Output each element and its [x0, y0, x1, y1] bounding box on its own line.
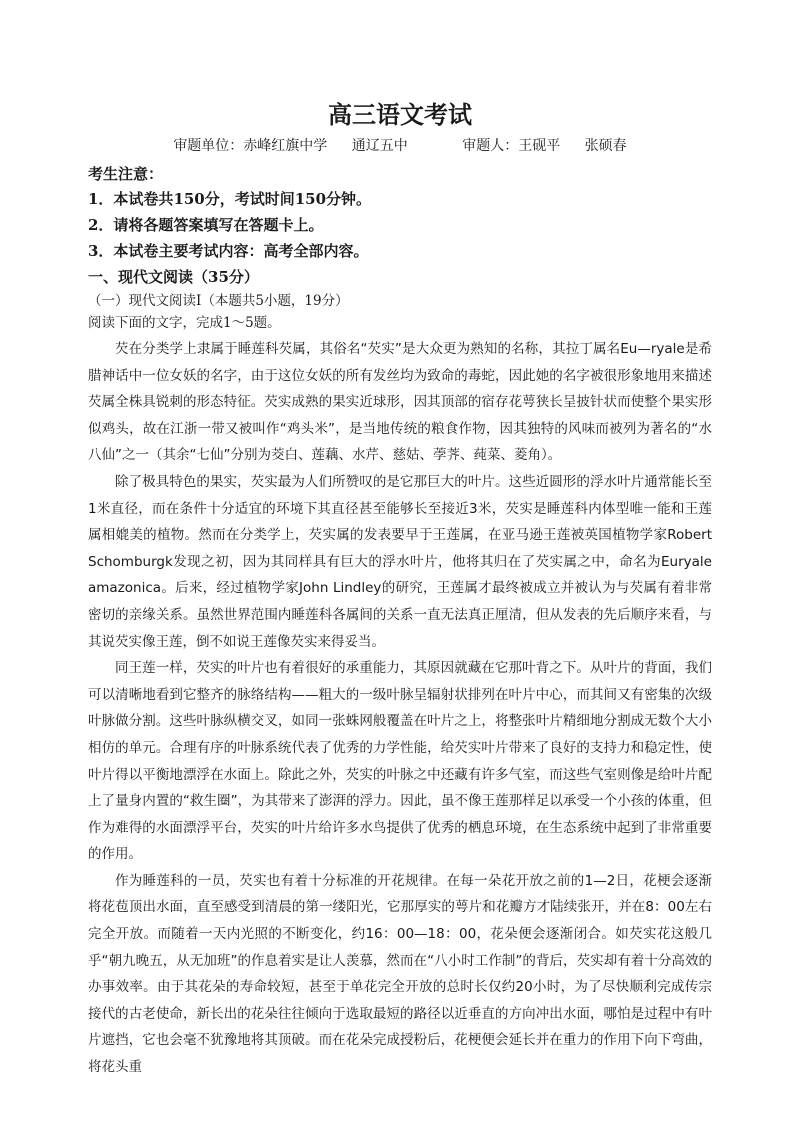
passage-paragraph-4: 作为睡莲科的一员，芡实也有着十分标准的开花规律。在每一朵花开放之前的1—2日，花梗会逐渐将花苞顶出水面，直至感受到清晨的第一缕阳光，它那厚实的萼片和花瓣方才陆续张开，并在8：00左右完全开放。而随着一天内光照的不断变化，约16：00—18：00，花朵便会逐渐闭合。如芡实花这般几乎“朝九晚五，从无加班”的作息着实是让人羡慕，然而在“八小时工作制”的背后，芡实却有着十分高效的办事效率。由于其花朵的寿命较短，甚至于单花完全开放的总时长仅约20小时，为了尽快顺利完成传宗接代的古老使命，新长出的花朵往往倾向于选取最短的路径以近垂直的方向冲出水面，哪怕是过程中有叶片遮挡，它也会毫不犹豫地将其顶破。而在花朵完成授粉后，花梗便会延长并在重力的作用下向下弯曲，将花头重 [88, 872, 712, 1076]
passage-paragraph-3: 同王莲一样，芡实的叶片也有着很好的承重能力，其原因就藏在它那叶背之下。从叶片的背面，我们可以清晰地看到它整齐的脉络结构——粗大的一级叶脉呈辐射状排列在叶片中心，而其间又有密集的次级叶脉做分割。这些叶脉纵横交叉，如同一张蛛网般覆盖在叶片之上，将整张叶片精细地分割成无数个大小相仿的单元。合理有序的叶脉系统代表了优秀的力学性能，给芡实叶片带来了良好的支持力和稳定性，使叶片得以平衡地漂浮在水面上。除此之外，芡实的叶脉之中还藏有许多气室，而这些气室则像是给叶片配上了量身内置的“救生圈”，为其带来了澎湃的浮力。因此，虽不像王莲那样足以承受一个小孩的体重，但作为难得的水面漂浮平台，芡实的叶片给许多水鸟提供了优秀的栖息环境，在生态系统中起到了非常重要的作用。 [88, 660, 712, 863]
reviewer-1: 王砚平 [518, 138, 561, 154]
passage-paragraph-2: 除了极具特色的果实，芡实最为人们所赞叹的是它那巨大的叶片。这些近圆形的浮水叶片通常能长至1米直径，而在条件十分适宜的环境下其直径甚至能够长至接近3米，芡实是睡莲科内体型唯一能和王莲属相媲美的植物。然而在分类学上，芡实属的发表要早于王莲属，在亚马逊王莲被英国植物学家Robert Schomburgk发现之初，因为其同样具有巨大的浮水叶片，他将其归在了芡实属之中，命名为Euryale amazonica。后来，经过植物学家John Lindley的研究，王莲属才最终被成立并被认为与芡属有着非常密切的亲缘关系。虽然世界范围内睡莲科各属间的关系一直无法真正厘清，但从发表的先后顺序来看，与其说芡实像王莲，倒不如说王莲像芡实来得妥当。 [88, 473, 712, 650]
exam-title: 高三语文考试 [328, 100, 472, 129]
exam-meta [88, 136, 712, 156]
notice-item-1: 1．本试卷共150分，考试时间150分钟。 [88, 190, 372, 208]
section-title: 一、现代文阅读（35分） [88, 268, 259, 286]
review-unit-label: 审题单位： [173, 138, 244, 154]
notice-heading: 考生注意： [88, 165, 164, 183]
passage-paragraph-1: 芡在分类学上隶属于睡莲科芡属，其俗名“芡实”是大众更为熟知的名称，其拉丁属名Eu—ryale是希腊神话中一位女妖的名字，由于这位女妖的所有发丝均为致命的毒蛇，因此她的名字被很形象地用来描述芡属全株具锐刺的形态特征。芡实成熟的果实近球形，因其顶部的宿存花萼狭长呈披针状而使整个果实形似鸡头，故在江浙一带又被叫作“鸡头米”，是当地传统的粮食作物，因其独特的风味而被列为著名的“水八仙”之一（其余“七仙”分别为茭白、莲藕、水芹、慈姑、荸荠、莼菜、菱角）。 [88, 341, 712, 464]
reviewer-2: 张硕春 [584, 138, 627, 154]
notice-item-3: 3．本试卷主要考试内容：高考全部内容。 [88, 242, 369, 260]
notice-item-2: 2．请将各题答案填写在答题卡上。 [88, 216, 324, 234]
subsection-title: （一）现代文阅读Ⅰ（本题共5小题，19分） [88, 293, 349, 309]
passage [88, 336, 712, 1081]
reading-instruction: 阅读下面的文字，完成1～5题。 [88, 315, 281, 331]
review-unit-2: 通辽五中 [351, 138, 408, 154]
reviewers-label: 审题人： [462, 138, 519, 154]
review-unit-1: 赤峰红旗中学 [243, 138, 328, 154]
